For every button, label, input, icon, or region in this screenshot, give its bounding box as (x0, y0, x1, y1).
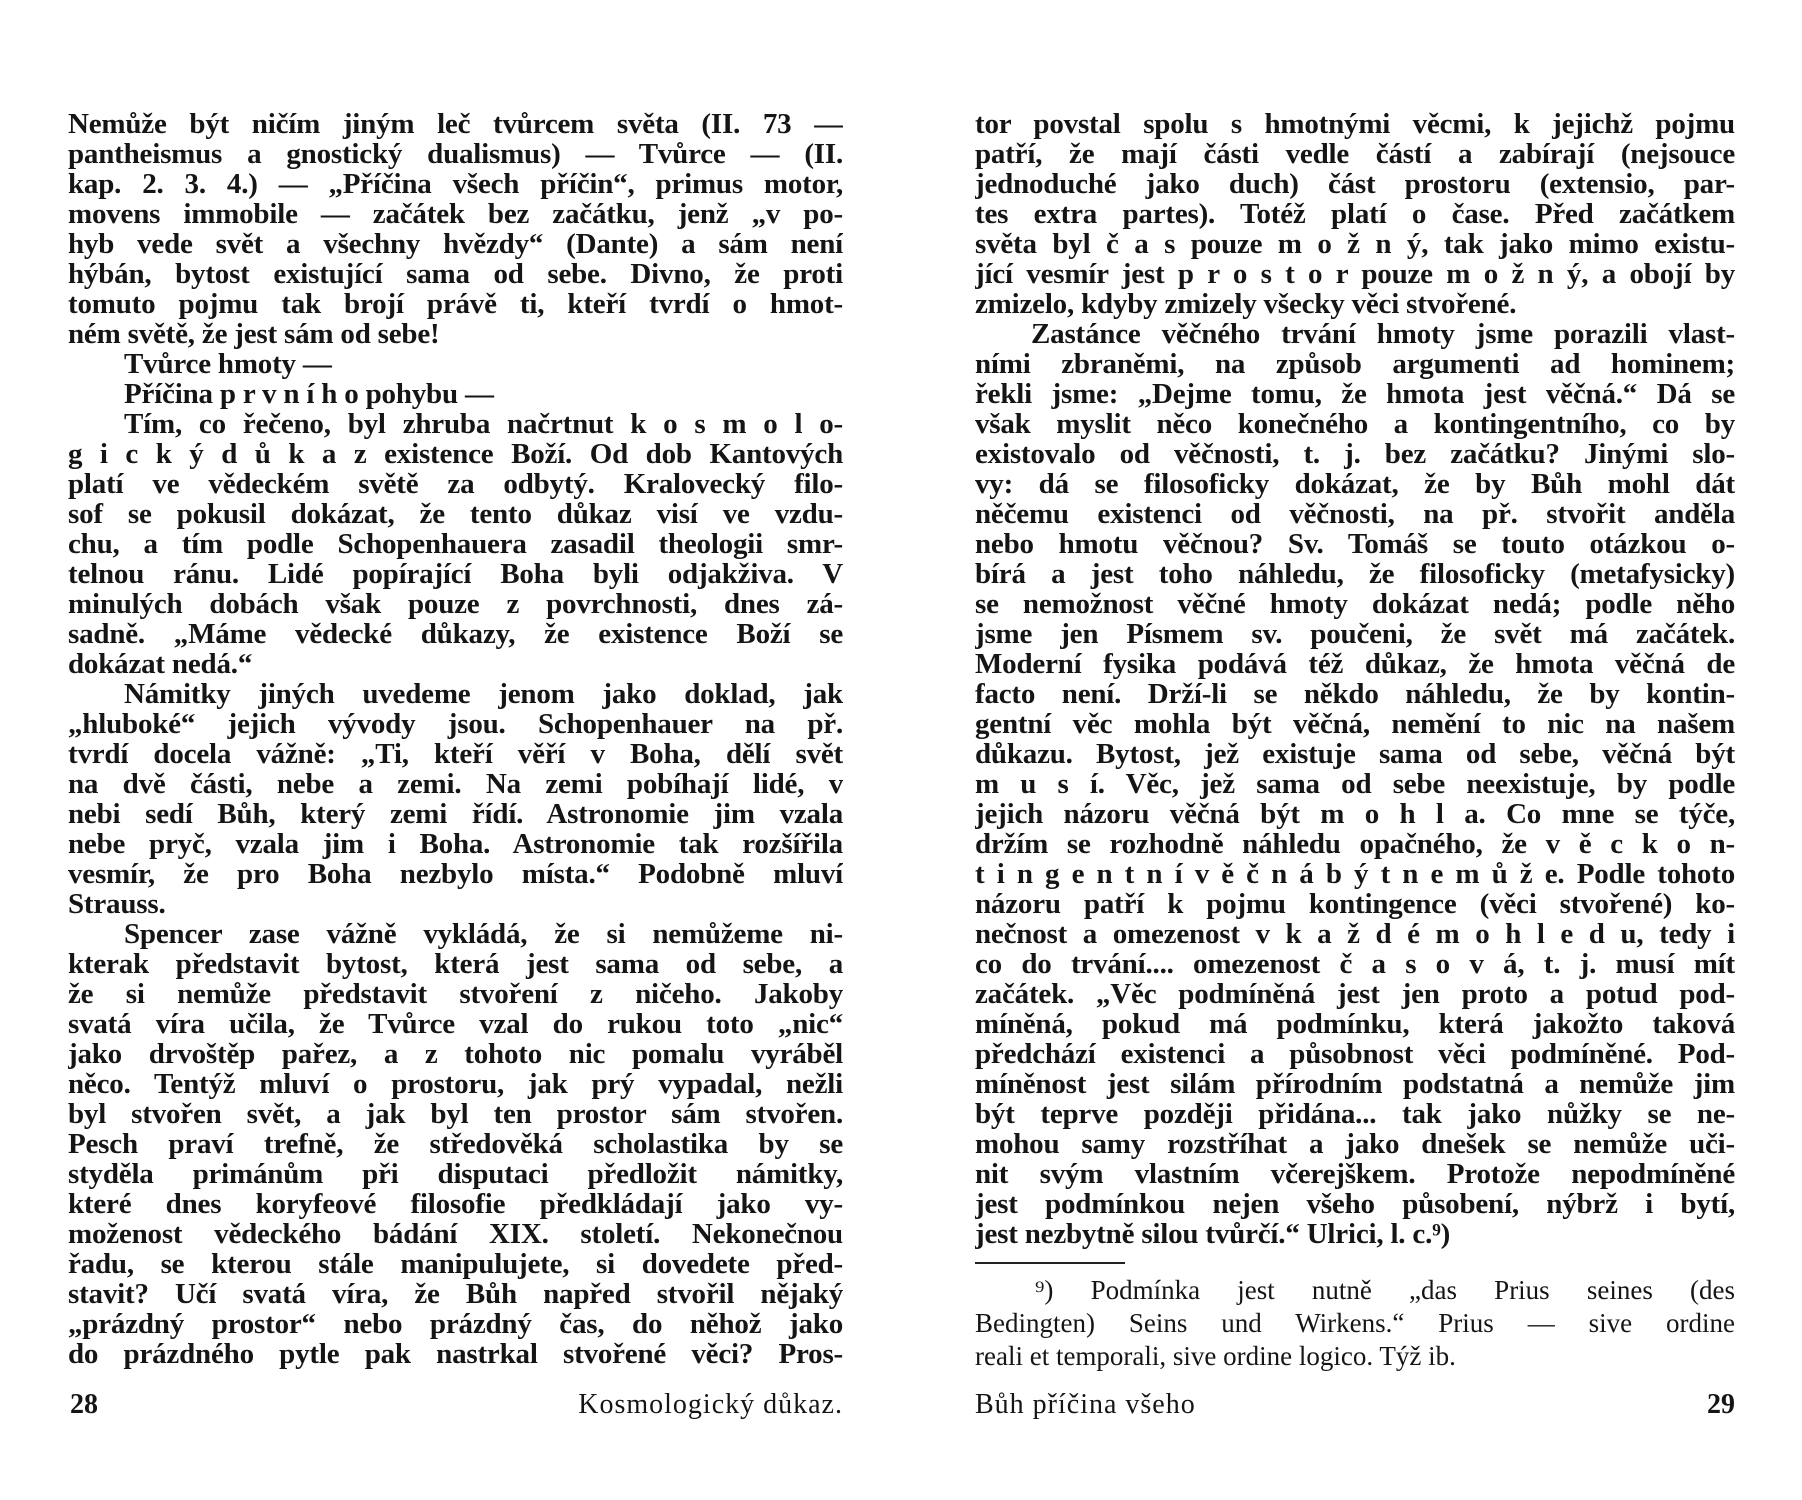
text-line: Zastánce věčného trvání hmoty jsme porazili vlast- (1031, 319, 1735, 349)
text-line: Příčina p r v n í h o pohybu — (124, 379, 494, 409)
text-line: byl stvořen svět, a jak byl ten prostor sám stvořen. (68, 1099, 843, 1129)
text-line: Pesch praví trefně, že středověká scholastika by se (68, 1129, 843, 1159)
text-line: chu, a tím podle Schopenhauera zasadil theologii smr- (68, 529, 843, 559)
text-line: vesmír, že pro Boha nezbylo místa.“ Podobně mluví (68, 859, 843, 889)
left-page-text (68, 109, 843, 1369)
text-line: tomuto pojmu tak brojí právě ti, kteří tvrdí o hmot- (68, 289, 843, 319)
text-line: „prázdný prostor“ nebo prázdný čas, do něhož jako (68, 1309, 843, 1339)
running-title: Bůh příčina všeho (975, 1389, 1196, 1420)
text-line: sof se pokusil dokázat, že tento důkaz visí ve vzdu- (68, 499, 843, 529)
footnote-line: Bedingten) Seins und Wirkens.“ Prius — sive ordine (975, 1308, 1735, 1338)
text-line: nečnost a omezenost v k a ž d é m o h l e d u, tedy i (975, 919, 1735, 949)
text-line: se nemožnost věčné hmoty dokázat nedá; podle něho (975, 589, 1735, 619)
text-line: dokázat nedá.“ (68, 649, 253, 679)
text-line: řekli jsme: „Dejme tomu, že hmota jest věčná.“ Dá se (975, 379, 1735, 409)
left-page-footer (68, 1388, 843, 1422)
text-line: co do trvání.... omezenost č a s o v á, t. j. musí mít (975, 949, 1735, 979)
text-line: jednoduché jako duch) část prostoru (extensio, par- (975, 169, 1735, 199)
text-line: hýbán, bytost existující sama od sebe. Divno, že proti (68, 259, 843, 289)
text-line: styděla primánům při disputaci předložit námitky, (68, 1159, 843, 1189)
text-line: jest podmínkou nejen všeho působení, nýbrž i bytí, (975, 1189, 1735, 1219)
text-line: Nemůže být ničím jiným leč tvůrcem světa (II. 73 — (68, 109, 843, 139)
text-line: pantheismus a gnostický dualismus) — Tvůrce — (II. (68, 139, 843, 169)
text-line: telnou ránu. Lidé popírající Boha byli odjakživa. V (68, 559, 843, 589)
text-line: nebi sedí Bůh, který zemi řídí. Astronomie jim vzala (68, 799, 843, 829)
text-line: ními zbraněmi, na způsob argumenti ad hominem; (975, 349, 1735, 379)
right-page-text (975, 109, 1735, 1249)
text-line: něco. Tentýž mluví o prostoru, jak prý vypadal, nežli (68, 1069, 843, 1099)
page-number: 28 (70, 1389, 98, 1420)
right-page (975, 0, 1735, 1500)
text-line: míněnost jest silám přírodním podstatná a nemůže jim (975, 1069, 1735, 1099)
left-page (68, 0, 843, 1500)
text-line: stavit? Učí svatá víra, že Bůh napřed stvořil nějaký (68, 1279, 843, 1309)
text-line: na dvě části, nebe a zemi. Na zemi pobíhají lidé, v (68, 769, 843, 799)
text-line: gentní věc mohla být věčná, nemění to nic na našem (975, 709, 1735, 739)
page-number: 29 (1707, 1389, 1735, 1420)
text-line: Námitky jiných uvedeme jenom jako doklad, jak (124, 679, 843, 709)
text-line: t i n g e n t n í v ě č n á b ý t n e m ů ž e. Podle tohoto (975, 859, 1735, 889)
text-line: vy: dá se filosoficky dokázat, že by Bůh mohl dát (975, 469, 1735, 499)
text-line: nebe pryč, vzala jim i Boha. Astronomie tak rozšířila (68, 829, 843, 859)
text-line: facto není. Drží-li se někdo náhledu, že by kontin- (975, 679, 1735, 709)
right-page-footer (975, 1388, 1735, 1422)
text-line: sadně. „Máme vědecké důkazy, že existence Boží se (68, 619, 843, 649)
text-line: jejich názoru věčná být m o h l a. Co mne se týče, (975, 799, 1735, 829)
text-line: míněná, pokud má podmínku, která jakožto taková (975, 1009, 1735, 1039)
text-line: být teprve později přidána... tak jako nůžky se ne- (975, 1099, 1735, 1129)
text-line: g i c k ý d ů k a z existence Boží. Od dob Kantových (68, 439, 843, 469)
text-line: movens immobile — začátek bez začátku, jenž „v po- (68, 199, 843, 229)
text-line: moženost vědeckého bádání XIX. století. Nekonečnou (68, 1219, 843, 1249)
text-line: tvrdí docela vážně: „Ti, kteří věří v Boha, dělí svět (68, 739, 843, 769)
text-line: že si nemůže představit stvoření z ničeho. Jakoby (68, 979, 843, 1009)
text-line: důkazu. Bytost, jež existuje sama od sebe, věčná být (975, 739, 1735, 769)
text-line: Strauss. (68, 889, 166, 919)
text-line: svatá víra učila, že Tvůrce vzal do rukou toto „nic“ (68, 1009, 843, 1039)
text-line: platí ve vědeckém světě za odbytý. Kralovecký filo- (68, 469, 843, 499)
text-line: držím se rozhodně náhledu opačného, že v ě c k o n- (975, 829, 1735, 859)
text-line: které dnes koryfeové filosofie předkládají jako vy- (68, 1189, 843, 1219)
text-line: jest nezbytně silou tvůrčí.“ Ulrici, l. c.⁹) (975, 1219, 1451, 1249)
text-line: patří, že mají části vedle částí a zabírají (nejsouce (975, 139, 1735, 169)
text-line: světa byl č a s pouze m o ž n ý, tak jako mimo existu- (975, 229, 1735, 259)
text-line: ném světě, že jest sám od sebe! (68, 319, 440, 349)
footnote-rule (975, 1262, 1125, 1264)
text-line: Moderní fysika podává též důkaz, že hmota věčná de (975, 649, 1735, 679)
text-line: existovalo od věčnosti, t. j. bez začátku? Jinými slo- (975, 439, 1735, 469)
text-line: hyb vede svět a všechny hvězdy“ (Dante) a sám není (68, 229, 843, 259)
text-line: zmizelo, kdyby zmizely všecky věci stvořené. (975, 289, 1517, 319)
text-line: minulých dobách však pouze z povrchnosti, dnes zá- (68, 589, 843, 619)
text-line: m u s í. Věc, jež sama od sebe neexistuje, by podle (975, 769, 1735, 799)
footnote-line: reali et temporali, sive ordine logico. Týž ib. (975, 1341, 1456, 1371)
footnote (975, 1274, 1735, 1373)
text-line: do prázdného pytle pak nastrkal stvořené věci? Pros- (68, 1339, 843, 1369)
text-line: názoru patří k pojmu kontingence (věci stvořené) ko- (975, 889, 1735, 919)
text-line: jsme jen Písmem sv. poučeni, že svět má začátek. (975, 619, 1735, 649)
text-line: něčemu existenci od věčnosti, na př. stvořit anděla (975, 499, 1735, 529)
text-line: Tvůrce hmoty — (124, 349, 332, 379)
text-line: kap. 2. 3. 4.) — „Příčina všech příčin“, primus motor, (68, 169, 843, 199)
text-line: začátek. „Věc podmíněná jest jen proto a potud pod- (975, 979, 1735, 1009)
text-line: tor povstal spolu s hmotnými věcmi, k jejichž pojmu (975, 109, 1735, 139)
text-line: „hluboké“ jejich vývody jsou. Schopenhauer na př. (68, 709, 843, 739)
text-line: jící vesmír jest p r o s t o r pouze m o ž n ý, a obojí by (975, 259, 1735, 289)
text-line: nebo hmotu věčnou? Sv. Tomáš se touto otázkou o- (975, 529, 1735, 559)
text-line: bírá a jest toho náhledu, že filosoficky (metafysicky) (975, 559, 1735, 589)
text-line: kterak představit bytost, která jest sama od sebe, a (68, 949, 843, 979)
text-line: mohou samy rozstříhat a jako dnešek se nemůže uči- (975, 1129, 1735, 1159)
text-line: řadu, se kterou stále manipulujete, si dovedete před- (68, 1249, 843, 1279)
text-line: tes extra partes). Totéž platí o čase. Před začátkem (975, 199, 1735, 229)
text-line: nit svým vlastním včerejškem. Protože nepodmíněné (975, 1159, 1735, 1189)
text-line: jako drvoštěp pařez, a z tohoto nic pomalu vyráběl (68, 1039, 843, 1069)
running-title: Kosmologický důkaz. (578, 1389, 843, 1420)
text-line: však myslit něco konečného a kontingentního, co by (975, 409, 1735, 439)
text-line: Spencer zase vážně vykládá, že si nemůžeme ni- (124, 919, 843, 949)
text-line: předchází existenci a působnost věci podmíněné. Pod- (975, 1039, 1735, 1069)
footnote-line: ⁹) Podmínka jest nutně „das Prius seines (des (1035, 1275, 1735, 1305)
text-line: Tím, co řečeno, byl zhruba načrtnut k o s m o l o- (124, 409, 843, 439)
